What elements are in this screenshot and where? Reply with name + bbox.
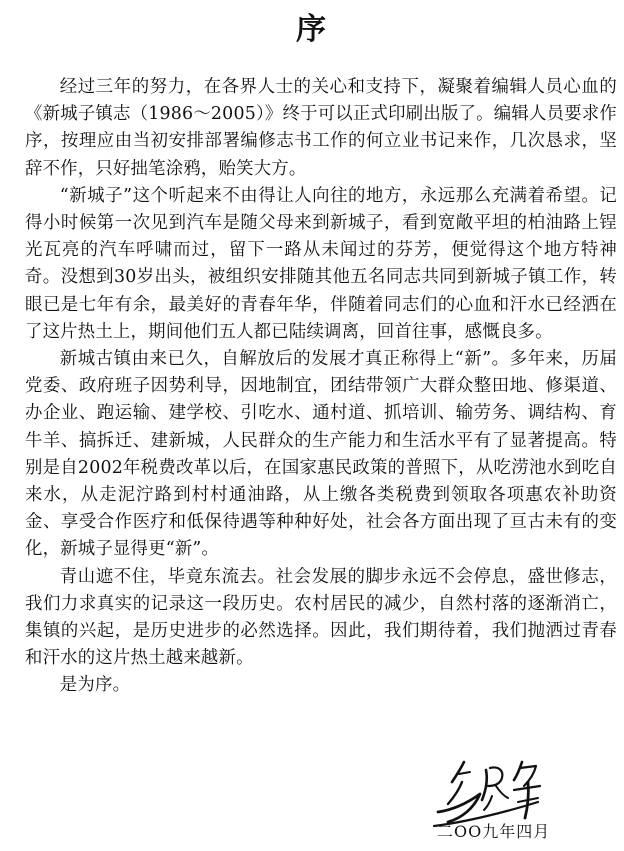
paragraph-1: 经过三年的努力，在各界人士的关心和支持下，凝聚着编辑人员心血的《新城子镇志（1986～2005）》终于可以正式印刷出版了。编辑人员要求作序，按理应由当初安排部署编修志书工作的何立业书记来作，几次恳求，坚辞不作，只好拙笔涂鸦，贻笑大方。 bbox=[25, 77, 617, 179]
preface-body bbox=[25, 74, 617, 700]
paragraph-5: 是为序。 bbox=[59, 675, 131, 696]
paragraph-2: “新城子”这个听起来不由得让人向往的地方，永远那么充满着希望。记得小时候第一次见到汽车是随父母来到新城子，看到宽敞平坦的柏油路上锃光瓦亮的汽车呼啸而过，留下一路从未闻过的芬芳，便觉得这个地方特神奇。没想到30岁出头，被组织安排随其他五名同志共同到新城子镇工作，转眼已是七年有余，最美好的青春年华，伴随着同志们的心血和汗水已经洒在了这片热土上，期间他们五人都已陆续调离，回首往事，感慨良多。 bbox=[25, 185, 617, 342]
page-title: 序 bbox=[296, 12, 328, 47]
paragraph-4: 青山遮不住，毕竟东流去。社会发展的脚步永远不会停息，盛世修志，我们力求真实的记录这一段历史。农村居民的减少，自然村落的逐渐消亡，集镇的兴起，是历史进步的必然选择。因此，我们期待着，我们抛洒过青春和汗水的这片热土越来越新。 bbox=[25, 566, 617, 669]
date-line: 二OO九年四月 bbox=[437, 822, 551, 841]
paragraph-3: 新城古镇由来已久，自解放后的发展才真正称得上“新”。多年来，历届党委、政府班子因势利导，因地制宜，团结带领广大群众整田地、修渠道、办企业、跑运输、建学校、引吃水、通村道、抓培训、输劳务、调结构、育牛羊、搞拆迁、建新城，人民群众的生产能力和生活水平有了显著提高。特别是自2002年税费改革以后，在国家惠民政策的普照下，从吃涝池水到吃自来水，从走泥泞路到村村通油路，从上缴各类税费到领取各项惠农补助资金、享受合作医疗和低保待遇等种种好处，社会各方面出现了亘古未有的变化，新城子显得更“新”。 bbox=[25, 349, 617, 560]
